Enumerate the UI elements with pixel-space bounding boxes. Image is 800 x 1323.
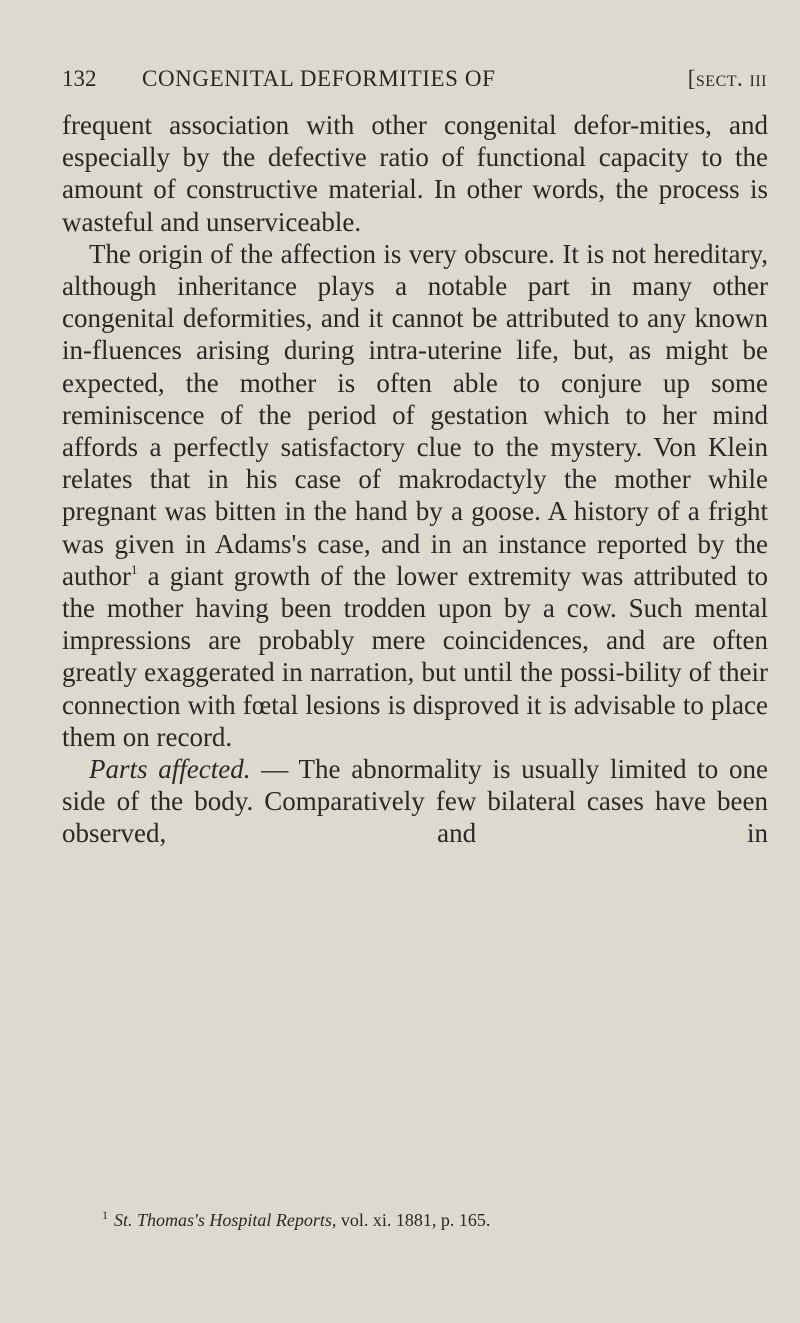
paragraph-1: [62, 109, 768, 238]
paragraph-3: [62, 753, 768, 850]
paragraph-2: [62, 238, 768, 753]
running-title: CONGENITAL DEFORMITIES OF: [142, 66, 496, 91]
footnote-reference: 1: [130, 561, 138, 577]
footnote-details: vol. xi. 1881, p. 165.: [336, 1210, 491, 1230]
paragraph-1-text: frequent association with other congenital defor-mities, and especially by the defective ratio of functional capacity to the amount of constructive material. In other words, the process is wasteful and unserviceable.: [62, 110, 768, 237]
page-number: 132: [62, 66, 97, 91]
footnote-mark: 1: [102, 1208, 108, 1222]
section-label: [sect. iii: [687, 66, 767, 91]
paragraph-2-text-a: The origin of the affection is very obscure. It is not hereditary, although inheritance plays a notable part in many other congenital deformities, and it cannot be attributed to any known in-fluences arising during intra-uterine life, but, as might be expected, the mother is often able to conjure up some reminiscence of the period of gestation which to her mind affords a perfectly satisfactory clue to the mystery. Von Klein relates that in his case of makrodactyly the mother while pregnant was bitten in the hand by a goose. A history of a fright was given in Adams's case, and in an instance reported by the author: [62, 238, 768, 591]
footnote: [102, 1202, 762, 1233]
section-heading-parts-affected: Parts affected.: [89, 754, 251, 785]
footnote-source: St. Thomas's Hospital Reports,: [114, 1210, 337, 1230]
body-text: [62, 109, 768, 850]
paragraph-3-text: — The abnormality is usually limited to one side of the body. Comparatively few bilateral cases have been observed, and in: [62, 754, 769, 849]
paragraph-2-text-b: a giant growth of the lower extremity was attributed to the mother having been trodden upon by a cow. Such mental impressions are probably mere coincidences, and are often greatly exaggerated in narration, but until the possi-bility of their connection with fœtal lesions is disproved it is advisable to place them on record.: [62, 560, 768, 752]
page-header: [62, 62, 767, 96]
